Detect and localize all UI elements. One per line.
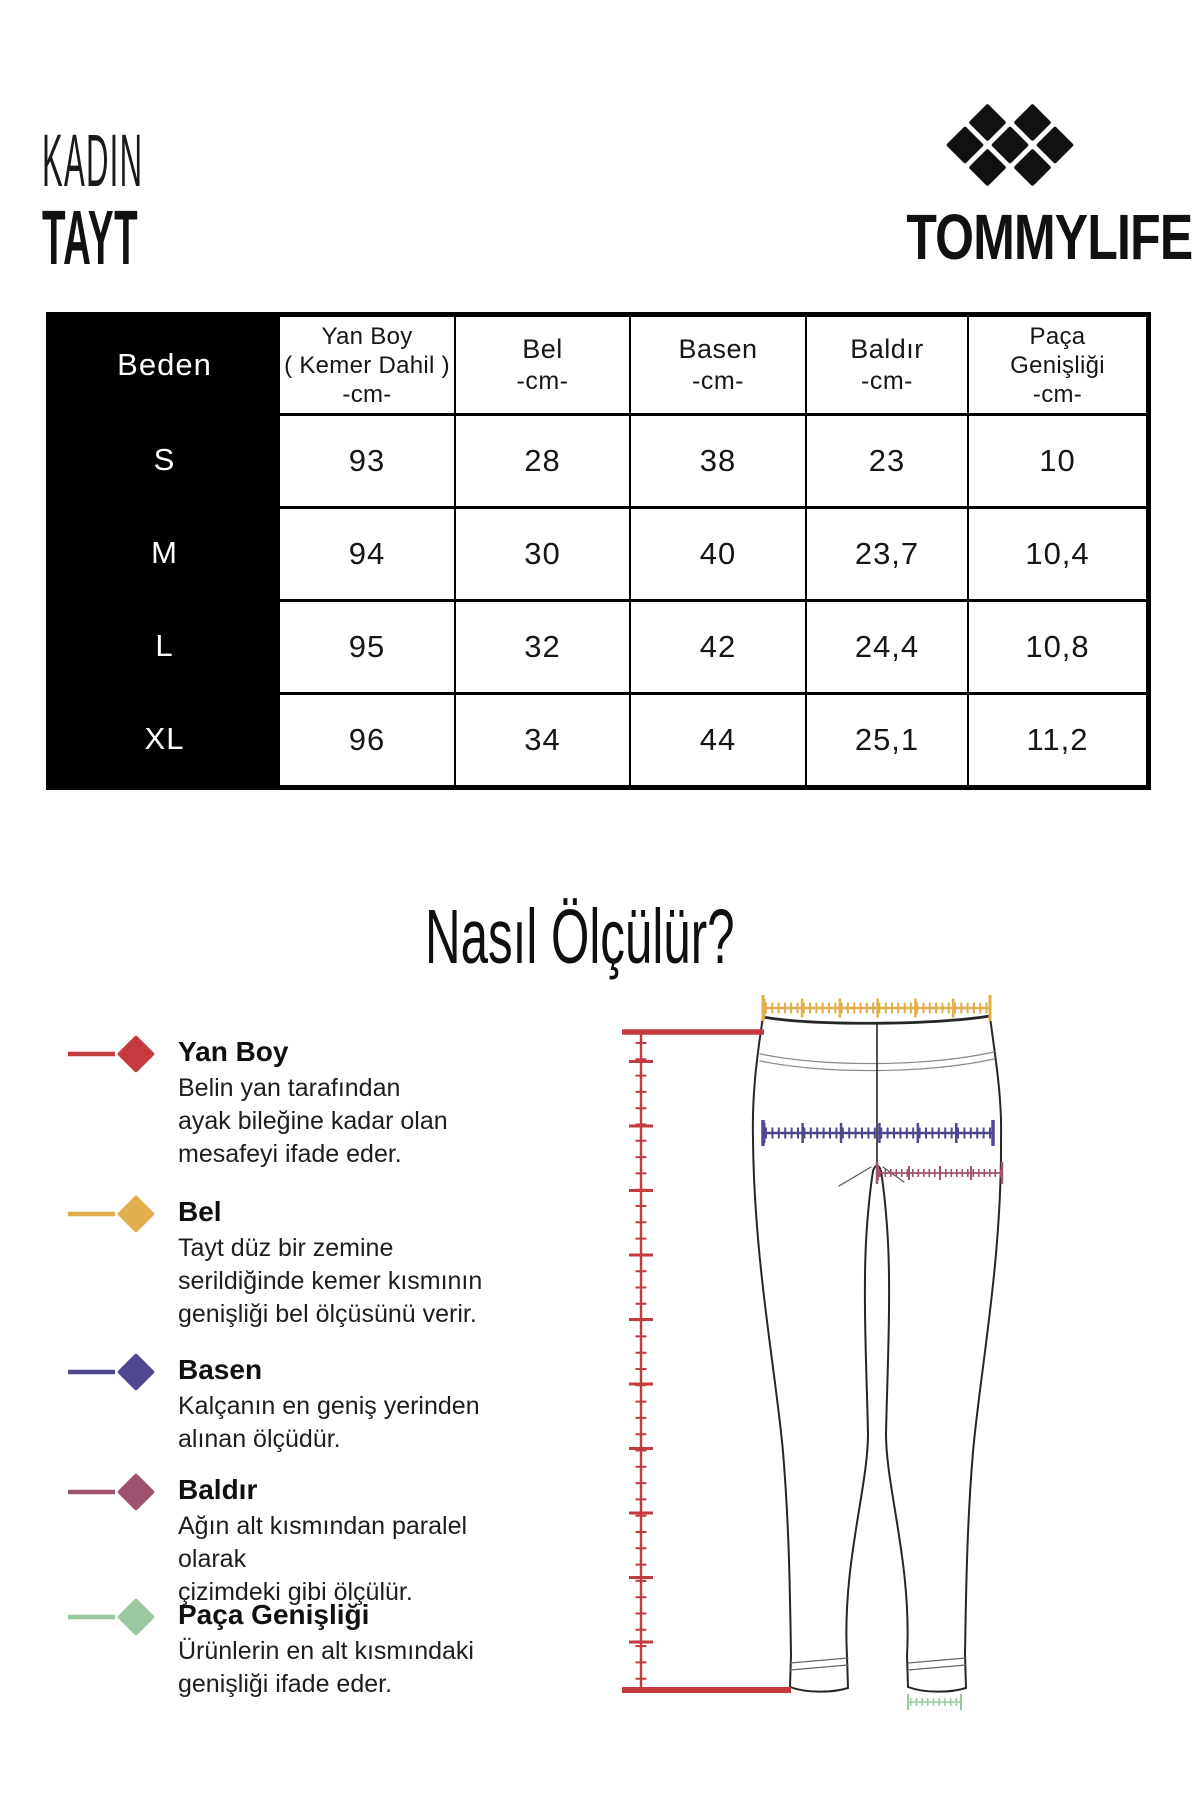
size-cell: L <box>51 599 278 692</box>
brand-diamond-logo-icon <box>942 100 1078 190</box>
value-cell: 38 <box>629 413 805 506</box>
value-cell: 11,2 <box>967 692 1146 785</box>
legend-title: Basen <box>178 1354 263 1385</box>
legend-item-paca-genisligi <box>60 1598 540 1701</box>
value-cell: 10,4 <box>967 506 1146 599</box>
header-cell-basen: Basen -cm- <box>629 317 805 413</box>
header-cell-beden: Beden <box>51 317 278 413</box>
brand-wordmark: TOMMYLIFE <box>906 201 1193 273</box>
right-leg-outline <box>881 1017 1001 1692</box>
value-cell: 28 <box>454 413 629 506</box>
value-cell: 42 <box>629 599 805 692</box>
leggings-outline <box>753 1016 1001 1692</box>
value-cell: 96 <box>278 692 454 785</box>
thigh-ruler <box>877 1162 1002 1184</box>
legend-item-baldir <box>60 1473 540 1609</box>
legend-title: Baldır <box>178 1474 258 1505</box>
legend-desc: Ürünlerin en alt kısmındaki genişliği ifade eder. <box>178 1637 474 1698</box>
legend-title: Bel <box>178 1196 222 1227</box>
hem-ruler <box>908 1694 961 1710</box>
value-cell: 24,4 <box>805 599 967 692</box>
leggings-diagram <box>540 985 1030 1730</box>
value-cell: 32 <box>454 599 629 692</box>
header-cell-paca: Paça Genişliği -cm- <box>967 317 1146 413</box>
category-label: KADIN <box>42 119 144 202</box>
waist-ruler <box>763 995 990 1021</box>
value-cell: 94 <box>278 506 454 599</box>
value-cell: 30 <box>454 506 629 599</box>
size-table <box>46 312 1151 790</box>
bel-diamond-icon <box>60 1191 170 1235</box>
size-cell: XL <box>51 692 278 785</box>
value-cell: 23 <box>805 413 967 506</box>
header-cell-baldir: Baldır -cm- <box>805 317 967 413</box>
left-hem-seam <box>790 1658 848 1670</box>
legend-item-bel <box>60 1195 540 1331</box>
value-cell: 34 <box>454 692 629 785</box>
value-cell: 93 <box>278 413 454 506</box>
basen-diamond-icon <box>60 1349 170 1393</box>
value-cell: 23,7 <box>805 506 967 599</box>
legend-desc: Kalçanın en geniş yerinden alınan ölçüdür. <box>178 1392 480 1453</box>
size-cell: M <box>51 506 278 599</box>
size-cell: S <box>51 413 278 506</box>
value-cell: 95 <box>278 599 454 692</box>
value-cell: 40 <box>629 506 805 599</box>
header-cell-bel: Bel -cm- <box>454 317 629 413</box>
baldir-diamond-icon <box>60 1469 170 1513</box>
left-leg-outline <box>753 1017 873 1692</box>
legend-desc: Tayt düz bir zemine serildiğinde kemer kısmının genişliği bel ölçüsünü verir. <box>178 1234 483 1328</box>
right-hem-seam <box>908 1658 966 1670</box>
value-cell: 10 <box>967 413 1146 506</box>
product-label: TAYT <box>42 195 139 281</box>
legend-title: Yan Boy <box>178 1036 289 1067</box>
yan-boy-diamond-icon <box>60 1031 170 1075</box>
hip-ruler <box>763 1120 993 1146</box>
legend-title: Paça Genişliği <box>178 1599 370 1630</box>
legend-desc: Ağın alt kısmından paralel olarak çizimdeki gibi ölçülür. <box>178 1512 468 1606</box>
header-cell-yan-boy: Yan Boy ( Kemer Dahil ) -cm- <box>278 317 454 413</box>
measure-section-title: Nasıl Ölçülür? <box>425 894 735 980</box>
legend-item-yan-boy <box>60 1035 540 1171</box>
value-cell: 44 <box>629 692 805 785</box>
paca-diamond-icon <box>60 1594 170 1638</box>
value-cell: 25,1 <box>805 692 967 785</box>
value-cell: 10,8 <box>967 599 1146 692</box>
legend-desc: Belin yan tarafından ayak bileğine kadar olan mesafeyi ifade eder. <box>178 1074 448 1168</box>
legend-item-basen <box>60 1353 540 1456</box>
